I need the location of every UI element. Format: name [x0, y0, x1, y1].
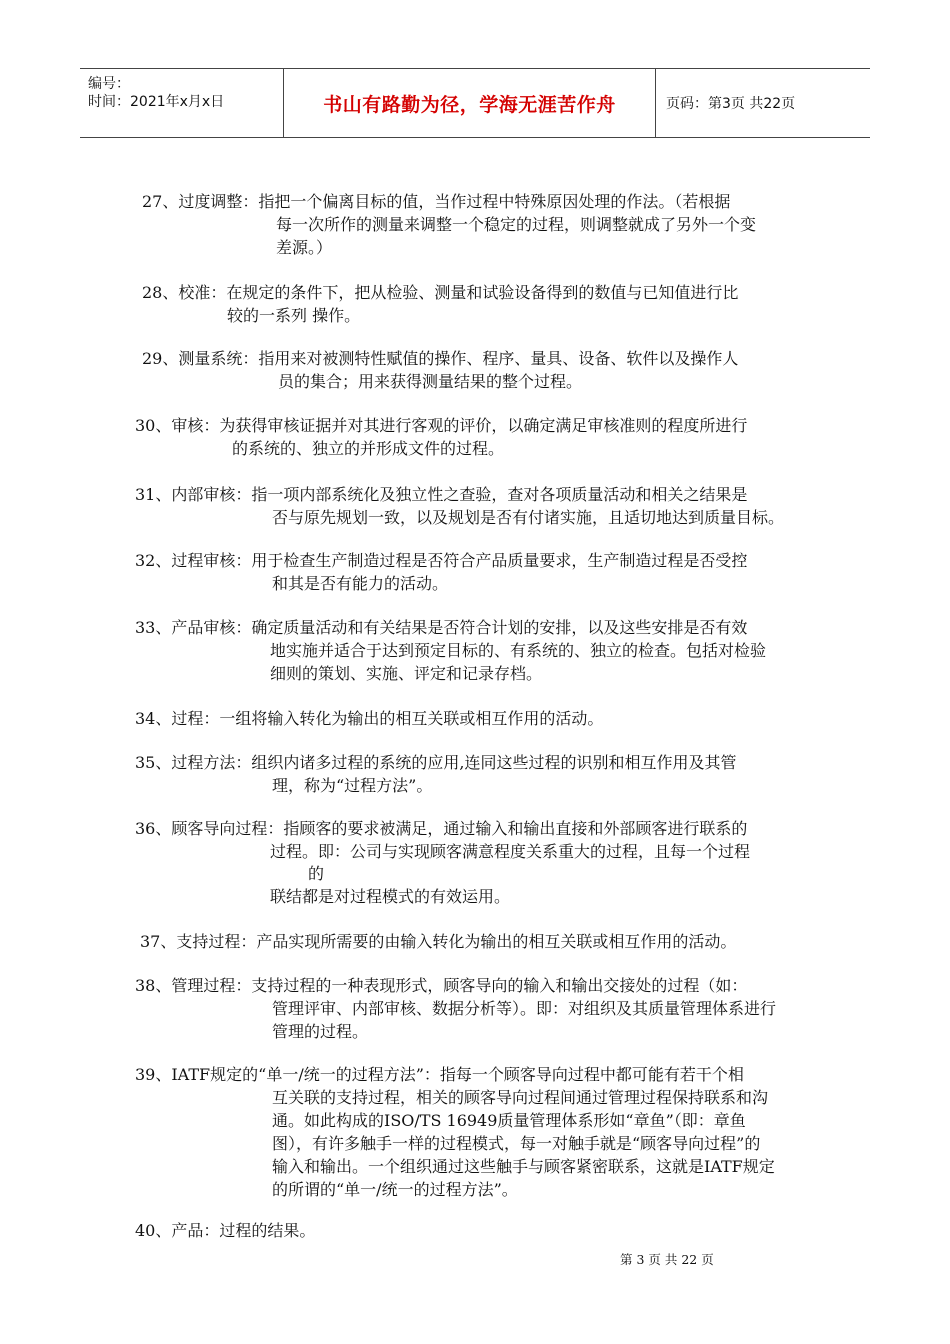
- definition-line: 38、管理过程：支持过程的一种表现形式，顾客导向的输入和输出交接处的过程（如：: [135, 976, 748, 995]
- definition-line: 的系统的、独立的并形成文件的过程。: [232, 439, 505, 458]
- header-page-info-cell: [656, 69, 870, 137]
- definition-line: 30、审核：为获得审核证据并对其进行客观的评价，以确定满足审核准则的程度所进行: [135, 416, 748, 435]
- definition-line: 管理的过程。: [272, 1022, 369, 1041]
- definition-line: 过程。即：公司与实现顾客满意程度关系重大的过程，且每一个过程: [270, 842, 751, 861]
- document-number-label: 编号：: [88, 76, 130, 92]
- definition-line: 37、支持过程：产品实现所需要的由输入转化为输出的相互关联或相互作用的活动。: [140, 932, 737, 951]
- definition-line: 39、IATF规定的“单一/统一的过程方法”：指每一个顾客导向过程中都可能有若干个相: [135, 1065, 744, 1084]
- definition-line: 31、内部审核：指一项内部系统化及独立性之查验，查对各项质量活动和相关之结果是: [135, 485, 748, 504]
- definition-line: 40、产品：过程的结果。: [135, 1221, 316, 1240]
- definition-line: 27、过度调整：指把一个偏离目标的值，当作过程中特殊原因处理的作法。（若根据: [142, 192, 731, 211]
- definition-line: 员的集合；用来获得测量结果的整个过程。: [278, 372, 583, 391]
- definition-line: 理，称为“过程方法”。: [272, 776, 433, 795]
- definition-line: 否与原先规划一致，以及规划是否有付诸实施，且适切地达到质量目标。: [272, 508, 785, 527]
- definition-line: 互关联的支持过程，相关的顾客导向过程间通过管理过程保持联系和沟: [272, 1088, 769, 1107]
- definition-line: 和其是否有能力的活动。: [272, 574, 449, 593]
- page-footer: 第 3 页 共 22 页: [620, 1252, 714, 1267]
- definition-line: 36、顾客导向过程：指顾客的要求被满足，通过输入和输出直接和外部顾客进行联系的: [135, 819, 748, 838]
- definition-line: 通。如此构成的ISO/TS 16949质量管理体系形如“章鱼”（即：章鱼: [272, 1111, 746, 1130]
- page-header: [80, 68, 870, 138]
- definition-line: 35、过程方法：组织内诸多过程的系统的应用,连同这些过程的识别和相互作用及其管: [135, 753, 737, 772]
- definition-line: 34、过程：一组将输入转化为输出的相互关联或相互作用的活动。: [135, 709, 604, 728]
- definition-line: 联结都是对过程模式的有效运用。: [270, 887, 511, 906]
- definition-line: 管理评审、内部审核、数据分析等）。即：对组织及其质量管理体系进行: [272, 999, 777, 1018]
- definition-line: 32、过程审核：用于检查生产制造过程是否符合产品质量要求，生产制造过程是否受控: [135, 551, 748, 570]
- header-motto: 书山有路勤为径，学海无涯苦作舟: [323, 93, 616, 116]
- header-page-info: 页码：第3页 共22页: [666, 96, 796, 112]
- definition-line: 的: [308, 864, 325, 883]
- definition-line: 地实施并适合于达到预定目标的、有系统的、独立的检查。包括对检验: [270, 641, 767, 660]
- definition-line: 33、产品审核：确定质量活动和有关结果是否符合计划的安排，以及这些安排是否有效: [135, 618, 748, 637]
- definition-line: 输入和输出。一个组织通过这些触手与顾客紧密联系，这就是IATF规定: [272, 1157, 775, 1176]
- definition-line: 的所谓的“单一/统一的过程方法”。: [272, 1180, 518, 1199]
- definition-line: 细则的策划、实施、评定和记录存档。: [270, 664, 543, 683]
- definition-line: 图），有许多触手一样的过程模式，每一对触手就是“顾客导向过程”的: [272, 1134, 761, 1153]
- header-motto-cell: [284, 69, 656, 137]
- document-date: 时间：2021年x月x日: [88, 94, 225, 110]
- definition-line: 差源。）: [276, 238, 333, 257]
- definition-line: 28、校准：在规定的条件下，把从检验、测量和试验设备得到的数值与已知值进行比: [142, 283, 739, 302]
- header-meta: [80, 69, 284, 137]
- definition-line: 每一次所作的测量来调整一个稳定的过程，则调整就成了另外一个变: [276, 215, 757, 234]
- definition-line: 29、测量系统：指用来对被测特性赋值的操作、程序、量具、设备、软件以及操作人: [142, 349, 739, 368]
- definition-line: 较的一系列 操作。: [227, 306, 361, 325]
